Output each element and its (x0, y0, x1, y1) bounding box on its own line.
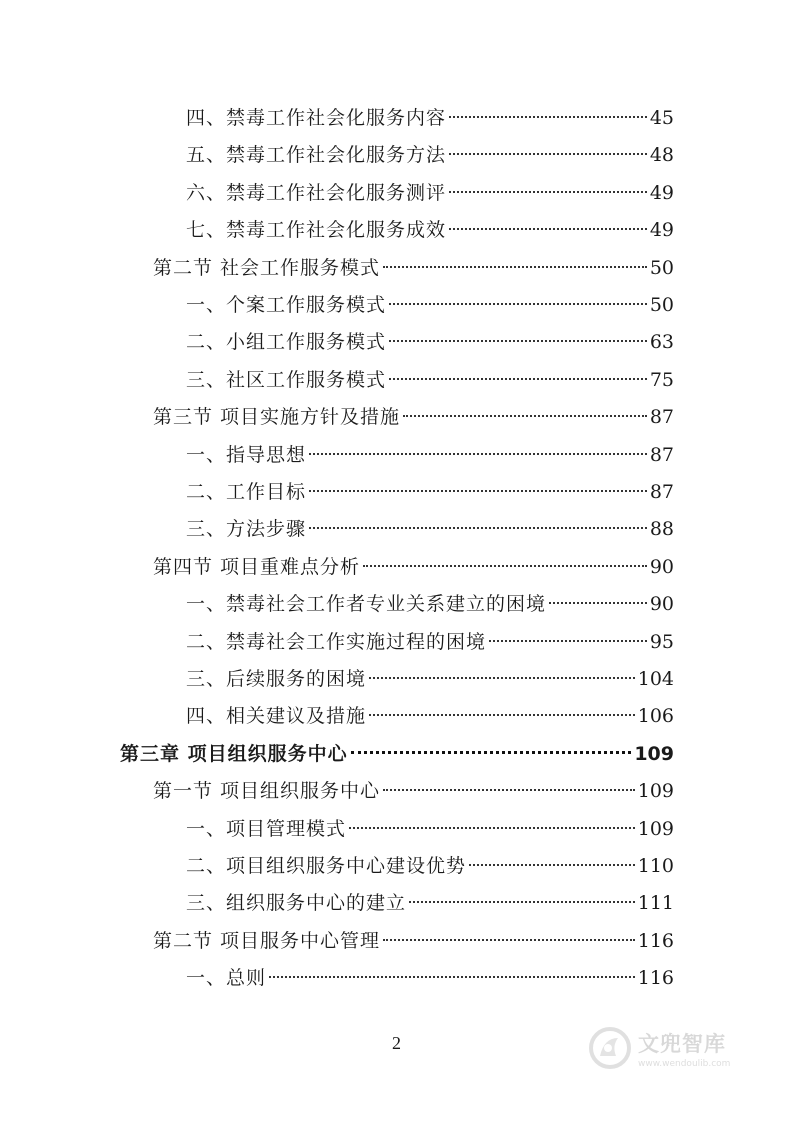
toc-entry-title: 一、项目管理模式 (186, 818, 347, 840)
toc-entry-page: 45 (649, 107, 674, 129)
toc-dot-leader (363, 565, 647, 567)
watermark-url: www.wendoulib.com (638, 1058, 731, 1069)
toc-entry-title: 三、社区工作服务模式 (186, 369, 387, 391)
toc-entry-item[interactable] (186, 888, 674, 918)
toc-entry-page: 87 (649, 406, 674, 428)
toc-entry-title: 第三节 项目实施方针及措施 (153, 406, 401, 428)
toc-entry-page: 116 (637, 967, 674, 989)
toc-entry-title: 一、总则 (186, 967, 267, 989)
toc-entry-page: 109 (637, 818, 674, 840)
toc-dot-leader (449, 191, 647, 193)
toc-entry-title: 六、禁毒工作社会化服务测评 (186, 182, 447, 204)
toc-entry-item[interactable] (186, 215, 674, 245)
toc-entry-page: 109 (634, 743, 674, 765)
toc-dot-leader (383, 789, 635, 791)
toc-dot-leader (549, 602, 647, 604)
toc-dot-leader (351, 751, 632, 754)
toc-entry-title: 一、个案工作服务模式 (186, 294, 387, 316)
toc-entry-title: 二、小组工作服务模式 (186, 331, 387, 353)
toc-dot-leader (383, 266, 647, 268)
toc-entry-page: 63 (649, 331, 674, 353)
toc-entry-item[interactable] (186, 477, 674, 507)
toc-entry-title: 四、禁毒工作社会化服务内容 (186, 107, 447, 129)
toc-entry-item[interactable] (186, 178, 674, 208)
toc-dot-leader (389, 340, 647, 342)
toc-entry-page: 90 (649, 556, 674, 578)
toc-dot-leader (449, 153, 647, 155)
toc-dot-leader (309, 527, 647, 529)
toc-entry-item[interactable] (186, 627, 674, 657)
toc-entry-page: 49 (649, 219, 674, 241)
toc-entry-title: 第四节 项目重难点分析 (153, 556, 361, 578)
toc-entry-chapter[interactable] (120, 739, 674, 769)
toc-entry-page: 88 (649, 518, 674, 540)
toc-entry-page: 104 (637, 668, 674, 690)
toc-entry-title: 三、后续服务的困境 (186, 668, 367, 690)
toc-entry-page: 87 (649, 481, 674, 503)
toc-dot-leader (309, 453, 647, 455)
toc-entry-item[interactable] (186, 589, 674, 619)
toc-dot-leader (383, 939, 635, 941)
toc-dot-leader (389, 303, 647, 305)
toc-entry-title: 二、禁毒社会工作实施过程的困境 (186, 631, 487, 653)
watermark-name: 文兜智库 (638, 1031, 726, 1056)
toc-entry-title: 二、工作目标 (186, 481, 307, 503)
toc-entry-page: 111 (637, 892, 674, 914)
watermark (588, 1018, 768, 1078)
toc-dot-leader (449, 116, 647, 118)
toc-entry-title: 三、方法步骤 (186, 518, 307, 540)
toc-dot-leader (403, 415, 647, 417)
wendou-logo-icon (588, 1026, 632, 1070)
toc-entry-section[interactable] (153, 776, 674, 806)
toc-dot-leader (489, 640, 647, 642)
page-number: 2 (392, 1033, 401, 1053)
toc-entry-page: 50 (649, 294, 674, 316)
toc-entry-page: 110 (637, 855, 674, 877)
toc-entry-item[interactable] (186, 851, 674, 881)
toc-entry-title: 一、禁毒社会工作者专业关系建立的困境 (186, 593, 547, 615)
toc-entry-page: 75 (649, 369, 674, 391)
toc-entry-title: 第一节 项目组织服务中心 (153, 780, 381, 802)
toc-dot-leader (309, 490, 647, 492)
toc-entry-title: 第三章 项目组织服务中心 (120, 743, 348, 765)
toc-entry-title: 第二节 项目服务中心管理 (153, 930, 381, 952)
toc-entry-title: 第二节 社会工作服务模式 (153, 257, 381, 279)
toc-entry-title: 三、组织服务中心的建立 (186, 892, 407, 914)
toc-entry-page: 49 (649, 182, 674, 204)
toc-entry-page: 106 (637, 705, 674, 727)
toc-entry-section[interactable] (153, 402, 674, 432)
toc-entry-page: 48 (649, 144, 674, 166)
toc-entry-item[interactable] (186, 664, 674, 694)
toc-dot-leader (449, 228, 647, 230)
toc-entry-title: 七、禁毒工作社会化服务成效 (186, 219, 447, 241)
toc-entry-page: 90 (649, 593, 674, 615)
toc-entry-section[interactable] (153, 926, 674, 956)
toc-entry-page: 116 (637, 930, 674, 952)
toc-entry-page: 87 (649, 444, 674, 466)
toc-entry-item[interactable] (186, 103, 674, 133)
toc-entry-item[interactable] (186, 701, 674, 731)
toc-entry-section[interactable] (153, 253, 674, 283)
toc-dot-leader (389, 378, 647, 380)
toc-entry-item[interactable] (186, 814, 674, 844)
toc-entry-item[interactable] (186, 290, 674, 320)
toc-entry-section[interactable] (153, 552, 674, 582)
toc-entry-item[interactable] (186, 140, 674, 170)
toc-entry-title: 四、相关建议及措施 (186, 705, 367, 727)
toc-dot-leader (409, 901, 635, 903)
toc-entry-item[interactable] (186, 327, 674, 357)
toc-entry-title: 一、指导思想 (186, 444, 307, 466)
toc-entry-page: 109 (637, 780, 674, 802)
toc-dot-leader (349, 827, 635, 829)
toc-entry-item[interactable] (186, 514, 674, 544)
toc-dot-leader (269, 976, 635, 978)
toc-dot-leader (469, 864, 635, 866)
toc-entry-page: 95 (649, 631, 674, 653)
toc-dot-leader (369, 714, 635, 716)
toc-entry-item[interactable] (186, 365, 674, 395)
toc-dot-leader (369, 677, 635, 679)
toc-entry-item[interactable] (186, 963, 674, 993)
toc-entry-item[interactable] (186, 440, 674, 470)
toc-entry-page: 50 (649, 257, 674, 279)
toc-entry-title: 二、项目组织服务中心建设优势 (186, 855, 467, 877)
toc-entry-title: 五、禁毒工作社会化服务方法 (186, 144, 447, 166)
